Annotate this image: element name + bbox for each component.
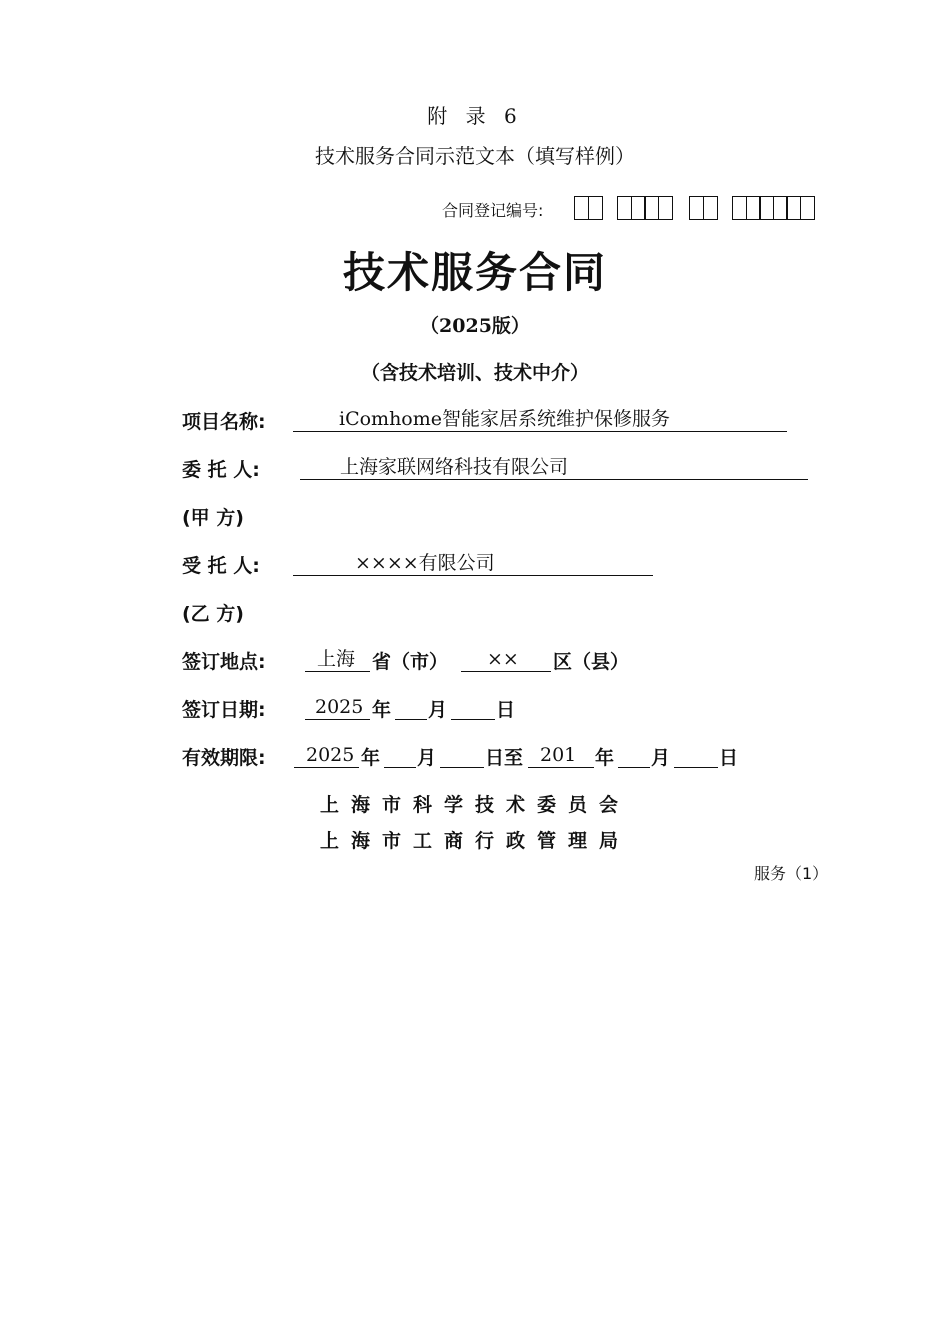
validity-end-month-unit: 月 bbox=[651, 747, 671, 769]
place-district-value: ×× bbox=[487, 648, 519, 670]
signing-year-value: 2025 bbox=[315, 696, 364, 718]
signing-month-unit: 月 bbox=[428, 699, 448, 721]
signing-year-field bbox=[305, 695, 370, 720]
place-province-value: 上海 bbox=[317, 648, 356, 670]
validity-label: 有效期限: bbox=[182, 747, 266, 769]
validity-end-year-value: 201 bbox=[540, 744, 577, 766]
party-a-label: (甲 方) bbox=[182, 507, 244, 529]
footer-org-block bbox=[0, 790, 950, 817]
validity-start-year-unit: 年 bbox=[361, 747, 381, 769]
contractor-value: ××××有限公司 bbox=[355, 552, 495, 574]
registration-box-group-3 bbox=[689, 196, 718, 220]
signing-place-label: 签订地点: bbox=[182, 651, 266, 673]
registration-box-group-4 bbox=[732, 196, 815, 220]
page-number: 服务（1） bbox=[754, 864, 829, 883]
project-name-label: 项目名称: bbox=[182, 411, 266, 433]
validity-start-month-field bbox=[384, 743, 416, 768]
validity-start-year-field bbox=[294, 743, 359, 768]
signing-month-field bbox=[395, 695, 427, 720]
issuer-science-commission: 上海市科学技术委员会 bbox=[319, 794, 630, 816]
place-province-field bbox=[305, 647, 370, 672]
district-unit: 区（县） bbox=[553, 651, 630, 673]
validity-end-day-unit: 日 bbox=[719, 747, 739, 769]
validity-end-year-unit: 年 bbox=[595, 747, 615, 769]
validity-end-year-field bbox=[528, 743, 594, 768]
place-district-field bbox=[461, 647, 551, 672]
issuer-commerce-bureau: 上海市工商行政管理局 bbox=[319, 830, 630, 852]
validity-end-day-field bbox=[674, 743, 718, 768]
contract-scope: （含技术培训、技术中介） bbox=[360, 362, 589, 384]
client-label: 委 托 人: bbox=[182, 459, 260, 481]
registration-box-group-1 bbox=[574, 196, 603, 220]
validity-start-year-value: 2025 bbox=[306, 744, 355, 766]
signing-day-unit: 日 bbox=[496, 699, 516, 721]
registration-number-label: 合同登记编号: bbox=[442, 201, 544, 220]
province-unit: 省（市） bbox=[372, 651, 449, 673]
project-name-field bbox=[293, 407, 787, 432]
contractor-label: 受 托 人: bbox=[182, 555, 260, 577]
appendix-heading: 附 录 6 bbox=[427, 104, 523, 128]
client-field bbox=[300, 455, 808, 480]
signing-date-label: 签订日期: bbox=[182, 699, 266, 721]
validity-end-month-field bbox=[618, 743, 650, 768]
signing-year-unit: 年 bbox=[372, 699, 392, 721]
project-name-value: iComhome智能家居系统维护保修服务 bbox=[339, 408, 671, 430]
validity-to-label: 日至 bbox=[485, 747, 524, 769]
party-b-label: (乙 方) bbox=[182, 603, 244, 625]
contract-title: 技术服务合同 bbox=[342, 248, 607, 297]
contractor-field bbox=[293, 551, 653, 576]
validity-start-day-field bbox=[440, 743, 484, 768]
validity-start-month-unit: 月 bbox=[417, 747, 437, 769]
footer-org-block-2 bbox=[0, 826, 950, 853]
registration-box-group-2 bbox=[617, 196, 673, 220]
client-value: 上海家联网络科技有限公司 bbox=[340, 456, 569, 478]
signing-day-field bbox=[451, 695, 495, 720]
contract-edition: （2025版） bbox=[420, 315, 530, 337]
document-subtitle: 技术服务合同示范文本（填写样例） bbox=[315, 144, 635, 168]
